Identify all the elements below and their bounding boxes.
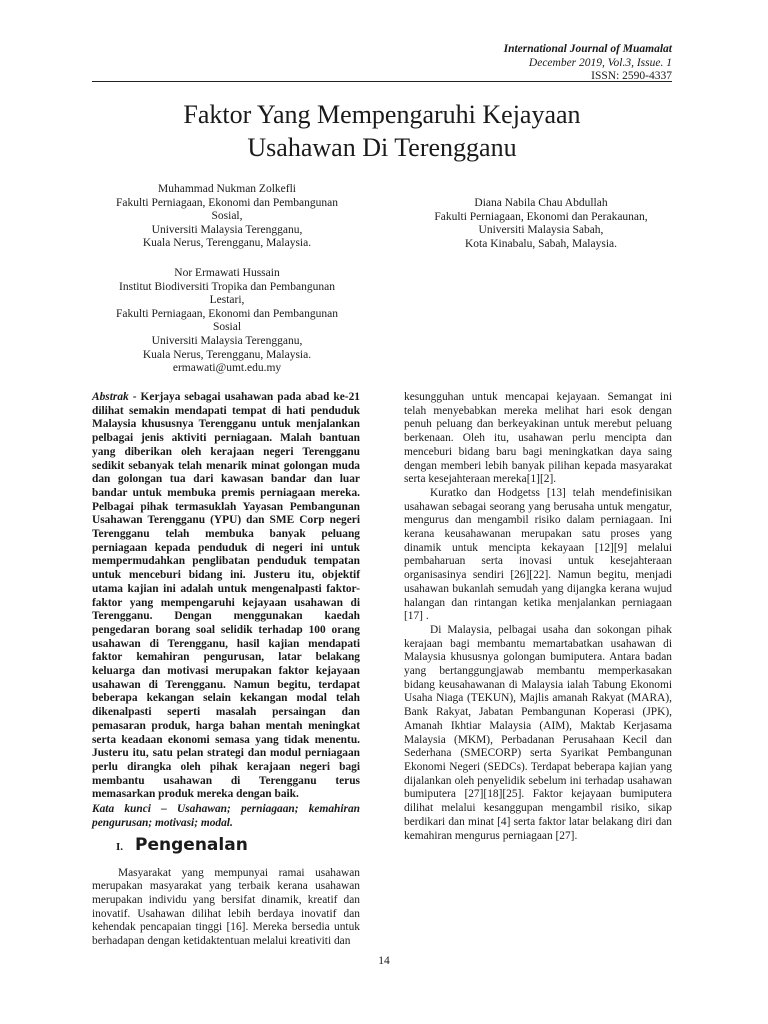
author-affiliation: Kota Kinabalu, Sabah, Malaysia. xyxy=(464,237,617,250)
section-heading xyxy=(92,835,360,857)
author-name: Nor Ermawati Hussain xyxy=(174,267,280,279)
author-affiliation: Universiti Malaysia Sabah, xyxy=(478,224,604,237)
abstract-label: Abstrak xyxy=(92,391,129,403)
left-column xyxy=(92,391,360,949)
author-affiliation: Fakulti Perniagaan, Ekonomi dan Pembangunan xyxy=(116,196,338,209)
header-rule xyxy=(92,81,672,82)
title-line-1: Faktor Yang Mempengaruhi Kejayaan xyxy=(183,100,581,129)
section-title: Pengenalan xyxy=(135,834,248,855)
journal-header xyxy=(504,43,672,84)
journal-issue: December 2019, Vol.3, Issue. 1 xyxy=(528,56,672,69)
body-paragraph: Masyarakat yang mempunyai ramai usahawan merupakan masyarakat yang terbaik kerana usahawan merupakan individu yang bersifat dinamik, kreatif dan inovatif. Usahawan dilihat lebih berdaya inovatif dan kehendak pencapaian tinggi [16]. Mereka bersedia untuk berhadapan dengan ketidaktentuan melalui kreativiti dan xyxy=(92,866,360,948)
author-affiliation: Universiti Malaysia Terengganu, xyxy=(151,334,303,347)
author-affiliation: Kuala Nerus, Terengganu, Malaysia. xyxy=(142,237,312,250)
body-paragraph: kesungguhan untuk mencapai kejayaan. Semangat ini telah menyebabkan mereka melihat hari esok dengan penuh peluang dan berkeyakinan untuk merebut peluang berkenaan. Oleh itu, usahawan perlu mencipta dan menceburi bidang baru bagi meningkatkan daya saing dengan memberi lebih banyak pilihan kepada masyarakat serta kesejahteraan mereka[1][2]. xyxy=(404,391,672,486)
author-affiliation: Universiti Malaysia Terengganu, xyxy=(151,223,303,236)
section-number: I. xyxy=(116,840,124,853)
body-paragraph: Kuratko dan Hodgetss [13] telah mendefinisikan usahawan sebagai seorang yang berusaha untuk mengatur, mengurus dan mengambil risiko dalam perniagaan. Ini kerana keusahawanan merupakan satu proses yang dinamik untuk mencipta kekayaan [12][9] melalui pembaharuan serta inovasi untuk kesejahteraan organisasinya sendiri [26][22]. Namun begitu, menjadi usahawan bukanlah semudah yang dijangka kerana wujud halangan dan rintangan ketika menjalankan perniagaan [17] . xyxy=(404,486,672,623)
author-name: Diana Nabila Chau Abdullah xyxy=(474,197,608,209)
journal-name: International Journal of Muamalat xyxy=(503,43,672,55)
author-email: ermawati@umt.edu.my xyxy=(172,362,282,375)
journal-issn: ISSN: 2590-4337 xyxy=(591,70,672,82)
author-affiliation: Institut Biodiversiti Tropika dan Pembangunan xyxy=(119,280,335,293)
author-affiliation: Fakulti Perniagaan, Ekonomi dan Perakaunan, xyxy=(434,210,648,223)
right-column xyxy=(404,391,672,843)
author-affiliation: Sosial xyxy=(212,321,242,334)
abstract xyxy=(92,391,360,802)
abstract-text: - Kerjaya sebagai usahawan pada abad ke-21 dilihat semakin mendapati tempat di hati penduduk Malaysia khususnya Terengganu untuk menjalankan pelbagai jenis aktiviti perniagaan. Malah bantuan yang diberikan oleh kerajaan negeri Terengganu sedikit sebanyak telah menarik minat golongan muda dan golongan tua dari kawasan bandar dan luar bandar untuk membuka premis perniagaan mereka. Pelbagai pihak termasuklah Yayasan Pembangunan Usahawan Terengganu (YPU) dan SME Corp negeri Terengganu telah membuka banyak peluang perniagaan kepada penduduk di negeri ini untuk mempermudahkan penglibatan penduduk tempatan untuk menceburi bidang ini. Justeru itu, objektif utama kajian ini adalah untuk mengenalpasti faktor-faktor yang mempengaruhi kejayaan usahawan di Terengganu. Dengan menggunakan kaedah pengedaran borang soal selidik terhadap 100 orang usahawan di Terengganu, hasil kajian mendapati faktor kemahiran pengurusan, latar belakang keluarga dan motivasi merupakan faktor kejayaan usahawan di Terengganu. Namun begitu, terdapat beberapa kekangan selain kekangan modal telah dikenalpasti seperti masalah persaingan dan pemasaran produk, harga bahan mentah meningkat serta keadaan ekonomi semasa yang tidak menentu. Justeru itu, satu pelan strategi dan modul perniagaan perlu dirangka oleh pihak kerajaan negeri bagi membantu usahawan di Terengganu terus memasarkan produk mereka dengan baik. xyxy=(92,391,360,801)
title-line-2: Usahawan Di Terengganu xyxy=(247,133,517,162)
author-affiliation: Sosial, xyxy=(211,210,243,223)
paper-title xyxy=(92,98,672,164)
author-affiliation: Kuala Nerus, Terengganu, Malaysia. xyxy=(142,348,312,361)
keywords: Kata kunci – Usahawan; perniagaan; kemahiran pengurusan; motivasi; modal. xyxy=(92,803,360,829)
page-number: 14 xyxy=(378,955,390,967)
author-affiliation: Fakulti Perniagaan, Ekonomi dan Pembangunan xyxy=(116,307,338,320)
author-name: Muhammad Nukman Zolkefli xyxy=(158,183,296,195)
author-affiliation: Lestari, xyxy=(209,294,245,307)
author-block-2 xyxy=(410,197,672,251)
author-block-3 xyxy=(96,267,358,376)
author-block-1 xyxy=(96,183,358,251)
body-paragraph: Di Malaysia, pelbagai usaha dan sokongan pihak kerajaan bagi membantu memartabatkan usahawan di Malaysia khususnya golongan bumiputera. Antara badan yang bertanggungjawab membantu memperkasakan bidang keusahawanan di Malaysia ialah Tabung Ekonomi Usaha Niaga (TEKUN), Majlis amanah Rakyat (MARA), Bank Rakyat, Jabatan Pembangunan Koperasi (JPK), Amanah Ikhtiar Malaysia (AIM), Maktab Kerjasama Malaysia (MKM), Perbadanan Perusahaan Kecil dan Sederhana (SMECORP) serta Syarikat Pembangunan Ekonomi Negeri (SEDCs). Terdapat beberapa kajian yang dijalankan oleh penyelidik sebelum ini terhadap usahawan bumiputera [27][18][25]. Faktor kejayaan bumiputera dilihat melalui kesanggupan mengambil risiko, sikap berdikari dan minat [4] serta faktor latar belakang diri dan kemahiran mengurus perniagaan [27]. xyxy=(404,623,672,842)
